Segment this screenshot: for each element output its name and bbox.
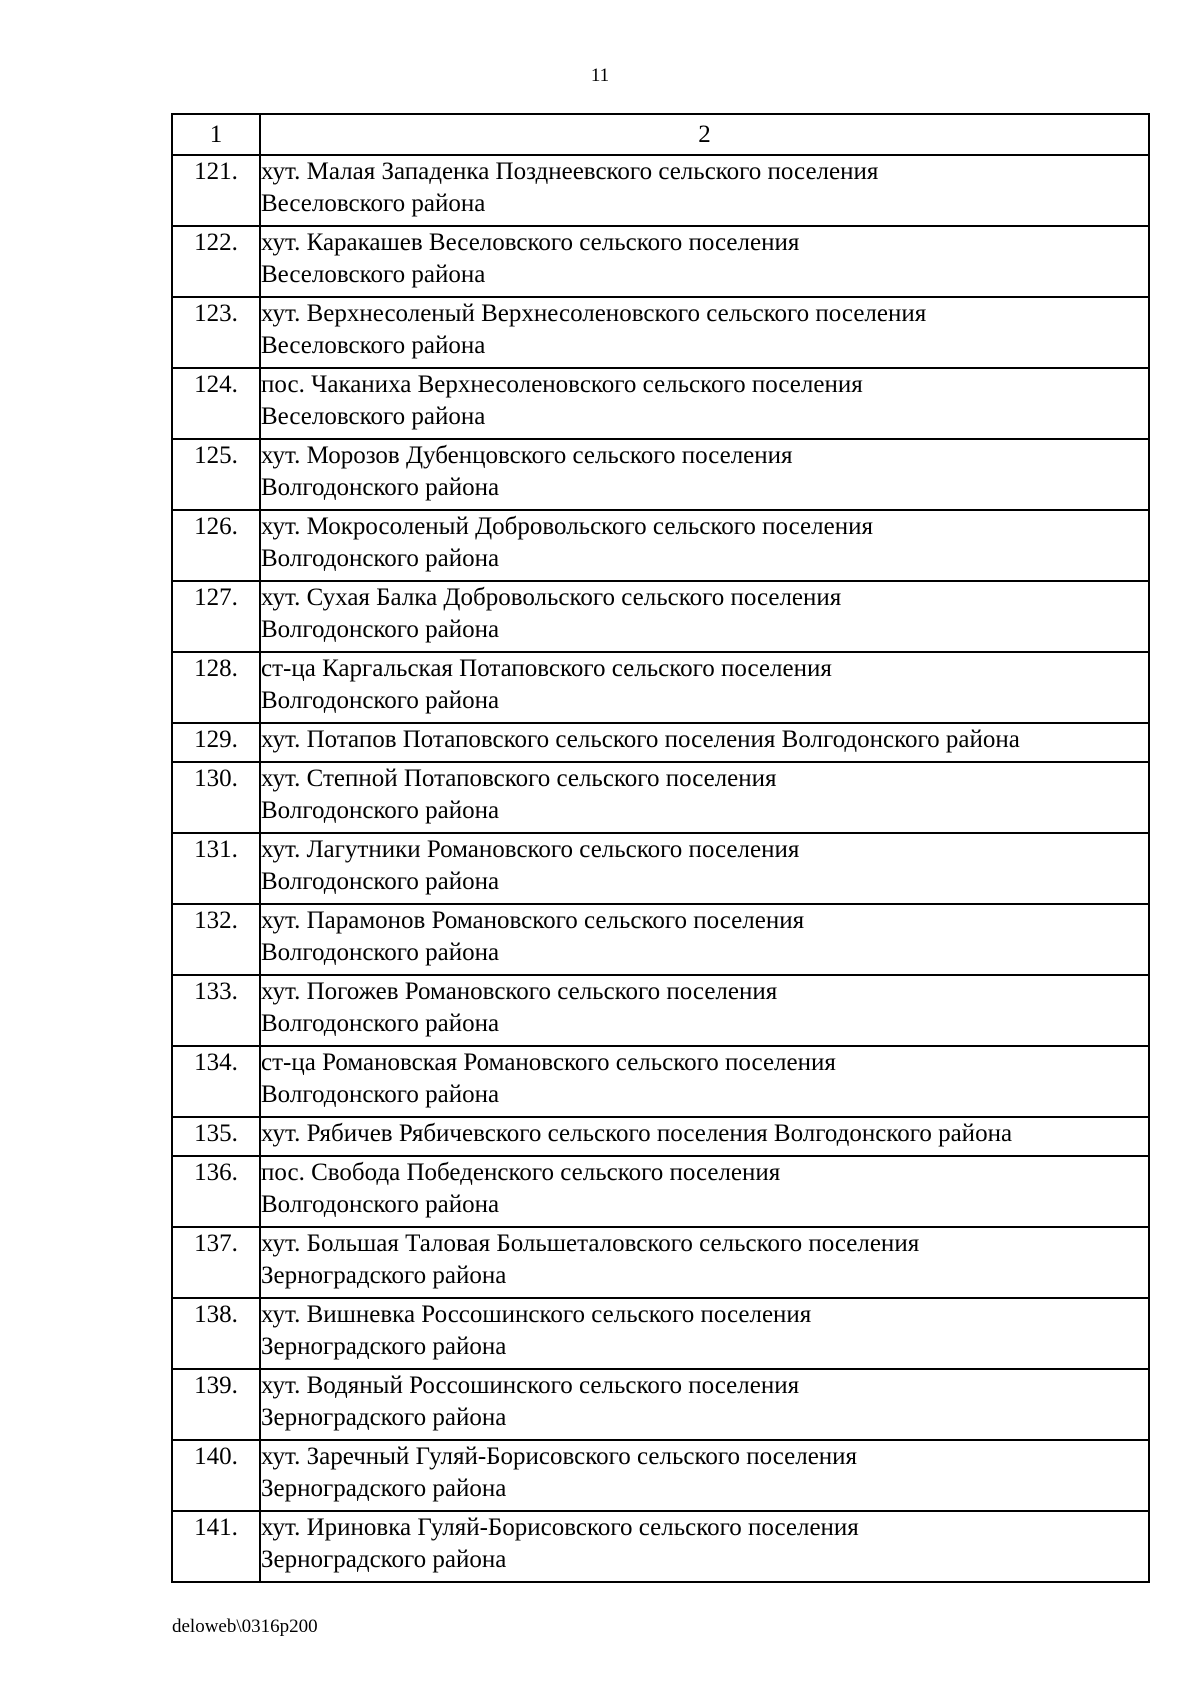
row-number: 122. bbox=[172, 226, 260, 297]
settlement-name-line: Зерноградского района bbox=[261, 1262, 507, 1289]
settlement-name-line: хут. Каракашев Веселовского сельского поселения bbox=[261, 229, 800, 256]
row-number: 134. bbox=[172, 1046, 260, 1117]
table-row bbox=[172, 510, 1149, 581]
table-header-row bbox=[172, 114, 1149, 155]
row-number: 140. bbox=[172, 1440, 260, 1511]
table-row bbox=[172, 652, 1149, 723]
settlement-name-line: хут. Сухая Балка Добровольского сельского поселения bbox=[261, 584, 842, 611]
row-number: 125. bbox=[172, 439, 260, 510]
row-number: 132. bbox=[172, 904, 260, 975]
settlement-name-line: хут. Большая Таловая Большеталовского сельского поселения bbox=[261, 1230, 920, 1257]
table-row bbox=[172, 1117, 1149, 1156]
column-header-number: 1 bbox=[172, 114, 260, 155]
row-number: 127. bbox=[172, 581, 260, 652]
row-number: 133. bbox=[172, 975, 260, 1046]
row-number: 138. bbox=[172, 1298, 260, 1369]
settlement-name-line: хут. Ириновка Гуляй-Борисовского сельского поселения bbox=[261, 1514, 859, 1541]
row-number: 130. bbox=[172, 762, 260, 833]
settlement-name-cell bbox=[260, 1046, 1149, 1117]
settlement-name-line: Волгодонского района bbox=[261, 1081, 500, 1108]
table-row bbox=[172, 439, 1149, 510]
settlement-name-cell bbox=[260, 155, 1149, 226]
settlement-name-line: хут. Парамонов Романовского сельского поселения bbox=[261, 907, 805, 934]
settlement-name-line: Волгодонского района bbox=[261, 1191, 500, 1218]
row-number: 141. bbox=[172, 1511, 260, 1582]
row-number: 129. bbox=[172, 723, 260, 762]
settlement-name-line: ст-ца Каргальская Потаповского сельского поселения bbox=[261, 655, 832, 682]
table-row bbox=[172, 226, 1149, 297]
settlement-name-cell bbox=[260, 904, 1149, 975]
settlement-name-cell bbox=[260, 439, 1149, 510]
row-number: 121. bbox=[172, 155, 260, 226]
settlement-name-cell bbox=[260, 652, 1149, 723]
table-row bbox=[172, 1156, 1149, 1227]
page-number: 11 bbox=[590, 65, 610, 86]
settlement-name-line: хут. Вишневка Россошинского сельского поселения bbox=[261, 1301, 812, 1328]
table-row bbox=[172, 833, 1149, 904]
row-number: 137. bbox=[172, 1227, 260, 1298]
settlement-name-line: Веселовского района bbox=[261, 332, 486, 359]
settlement-name-line: Волгодонского района bbox=[261, 939, 500, 966]
table-row bbox=[172, 1046, 1149, 1117]
column-header-name: 2 bbox=[260, 114, 1149, 155]
settlement-name-line: Волгодонского района bbox=[261, 545, 500, 572]
settlement-name-cell bbox=[260, 1511, 1149, 1582]
settlement-name-line: хут. Рябичев Рябичевского сельского поселения Волгодонского района bbox=[261, 1120, 1013, 1147]
table-row bbox=[172, 723, 1149, 762]
settlement-name-cell bbox=[260, 975, 1149, 1046]
settlement-name-cell bbox=[260, 1298, 1149, 1369]
table-row bbox=[172, 1227, 1149, 1298]
row-number: 135. bbox=[172, 1117, 260, 1156]
row-number: 136. bbox=[172, 1156, 260, 1227]
table-row bbox=[172, 581, 1149, 652]
row-number: 123. bbox=[172, 297, 260, 368]
row-number: 128. bbox=[172, 652, 260, 723]
settlement-name-line: Волгодонского района bbox=[261, 1010, 500, 1037]
table-body bbox=[172, 114, 1149, 1582]
settlement-name-line: Веселовского района bbox=[261, 190, 486, 217]
settlement-name-line: Волгодонского района bbox=[261, 868, 500, 895]
settlement-name-line: ст-ца Романовская Романовского сельского поселения bbox=[261, 1049, 836, 1076]
settlement-name-line: хут. Мокросоленый Добровольского сельского поселения bbox=[261, 513, 873, 540]
settlement-name-line: Зерноградского района bbox=[261, 1475, 507, 1502]
settlement-name-cell bbox=[260, 581, 1149, 652]
table-row bbox=[172, 975, 1149, 1046]
settlement-name-line: пос. Свобода Победенского сельского поселения bbox=[261, 1159, 781, 1186]
settlement-name-cell bbox=[260, 1156, 1149, 1227]
table-row bbox=[172, 368, 1149, 439]
table-row bbox=[172, 1298, 1149, 1369]
settlement-name-line: Волгодонского района bbox=[261, 687, 500, 714]
settlement-name-cell bbox=[260, 723, 1149, 762]
table-row bbox=[172, 1369, 1149, 1440]
settlement-name-line: хут. Потапов Потаповского сельского поселения Волгодонского района bbox=[261, 726, 1020, 753]
table-row bbox=[172, 1511, 1149, 1582]
document-footer-code: deloweb\0316p200 bbox=[172, 1616, 318, 1637]
settlement-name-line: Волгодонского района bbox=[261, 797, 500, 824]
row-number: 124. bbox=[172, 368, 260, 439]
settlement-name-line: хут. Малая Западенка Позднеевского сельского поселения bbox=[261, 158, 879, 185]
settlement-name-cell bbox=[260, 1369, 1149, 1440]
settlement-name-cell bbox=[260, 833, 1149, 904]
settlement-name-line: хут. Лагутники Романовского сельского поселения bbox=[261, 836, 800, 863]
settlement-name-cell bbox=[260, 762, 1149, 833]
settlement-name-line: хут. Заречный Гуляй-Борисовского сельского поселения bbox=[261, 1443, 858, 1470]
table-row bbox=[172, 762, 1149, 833]
settlement-name-line: Волгодонского района bbox=[261, 474, 500, 501]
settlement-name-line: Зерноградского района bbox=[261, 1333, 507, 1360]
settlement-name-cell bbox=[260, 368, 1149, 439]
settlement-name-cell bbox=[260, 1227, 1149, 1298]
settlement-name-cell bbox=[260, 1440, 1149, 1511]
settlement-name-line: хут. Верхнесоленый Верхнесоленовского сельского поселения bbox=[261, 300, 927, 327]
table-row bbox=[172, 904, 1149, 975]
table-row bbox=[172, 1440, 1149, 1511]
settlement-name-line: хут. Водяный Россошинского сельского поселения bbox=[261, 1372, 800, 1399]
settlements-table bbox=[171, 113, 1150, 1583]
row-number: 139. bbox=[172, 1369, 260, 1440]
settlement-name-line: пос. Чаканиха Верхнесоленовского сельского поселения bbox=[261, 371, 863, 398]
table-row bbox=[172, 155, 1149, 226]
settlement-name-line: Волгодонского района bbox=[261, 616, 500, 643]
settlement-name-cell bbox=[260, 226, 1149, 297]
table-row bbox=[172, 297, 1149, 368]
row-number: 126. bbox=[172, 510, 260, 581]
settlement-name-line: Веселовского района bbox=[261, 403, 486, 430]
settlement-name-line: хут. Степной Потаповского сельского поселения bbox=[261, 765, 777, 792]
settlement-name-line: Зерноградского района bbox=[261, 1546, 507, 1573]
settlement-name-line: хут. Погожев Романовского сельского поселения bbox=[261, 978, 778, 1005]
settlement-name-line: Зерноградского района bbox=[261, 1404, 507, 1431]
row-number: 131. bbox=[172, 833, 260, 904]
settlement-name-line: Веселовского района bbox=[261, 261, 486, 288]
settlement-name-cell bbox=[260, 1117, 1149, 1156]
settlement-name-line: хут. Морозов Дубенцовского сельского поселения bbox=[261, 442, 793, 469]
settlement-name-cell bbox=[260, 297, 1149, 368]
settlement-name-cell bbox=[260, 510, 1149, 581]
